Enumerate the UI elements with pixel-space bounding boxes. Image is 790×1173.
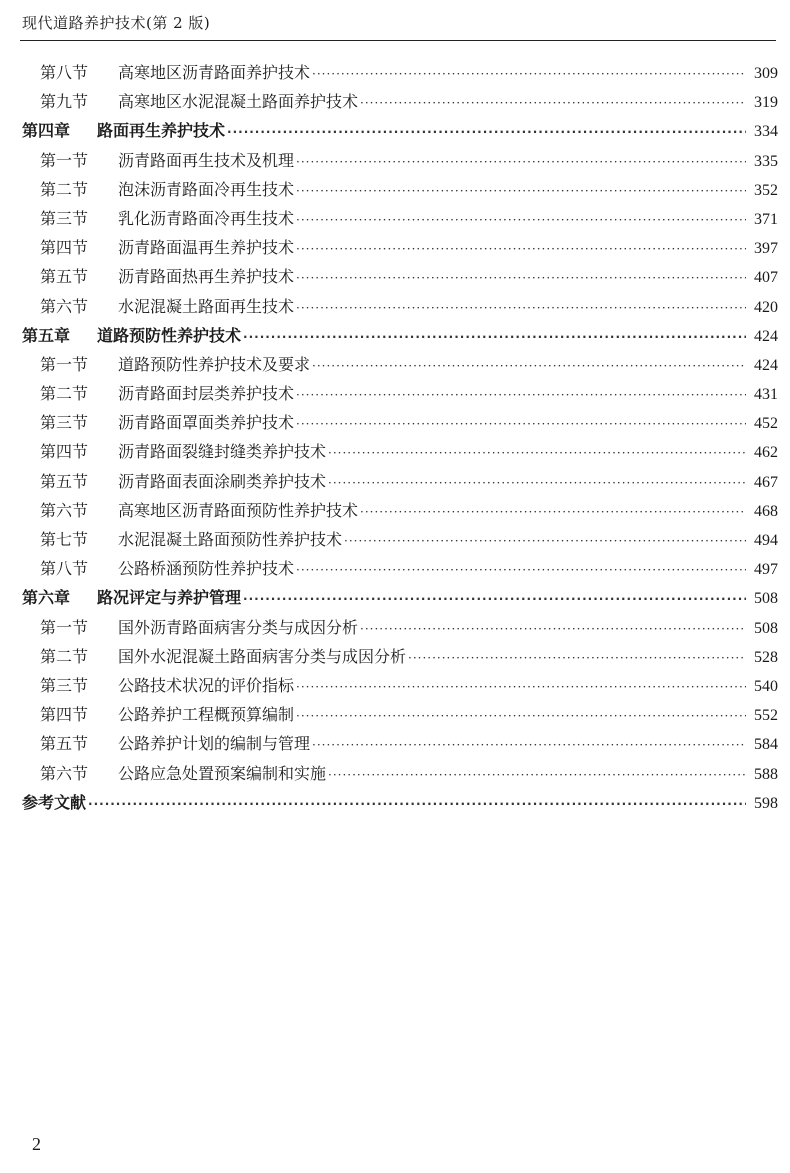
toc-entry-page: 467 xyxy=(754,473,778,491)
toc-entry-title: 泡沫沥青路面冷再生技术 xyxy=(118,179,295,199)
toc-dot-leader xyxy=(296,410,746,439)
toc-section-row[interactable] xyxy=(22,233,778,262)
toc-entry-page: 334 xyxy=(754,123,778,141)
toc-section-row[interactable] xyxy=(22,146,778,175)
toc-dot-leader xyxy=(296,264,746,293)
toc-entry-page: 424 xyxy=(754,356,778,374)
toc-dot-leader xyxy=(296,381,746,410)
toc-entry-label: 第二节 xyxy=(40,646,89,666)
toc-section-row[interactable] xyxy=(22,58,778,87)
toc-entry-page: 508 xyxy=(754,619,778,637)
toc-entry-page: 424 xyxy=(754,327,778,345)
toc-entry-label: 第一节 xyxy=(40,617,89,637)
toc-entry-label: 第六节 xyxy=(40,296,89,316)
toc-dot-leader xyxy=(360,615,746,644)
toc-dot-leader xyxy=(296,556,746,585)
toc-entry-title: 高寒地区沥青路面预防性养护技术 xyxy=(118,500,359,520)
toc-section-row[interactable] xyxy=(22,642,778,671)
toc-entry-title: 公路养护计划的编制与管理 xyxy=(118,734,311,754)
toc-entry-label: 第一节 xyxy=(40,354,89,374)
toc-entry-title: 公路应急处置预案编制和实施 xyxy=(118,763,327,783)
toc-section-row[interactable] xyxy=(22,700,778,729)
toc-entry-title: 沥青路面热再生养护技术 xyxy=(118,267,295,287)
toc-entry-page: 494 xyxy=(754,532,778,549)
toc-entry-page: 497 xyxy=(754,561,778,579)
toc-entry-label: 第五节 xyxy=(40,734,89,754)
table-of-contents xyxy=(22,58,778,817)
toc-section-row[interactable] xyxy=(22,525,778,554)
toc-dot-leader xyxy=(360,89,746,118)
toc-section-row[interactable] xyxy=(22,379,778,408)
toc-dot-leader xyxy=(312,352,746,381)
toc-dot-leader xyxy=(312,60,746,89)
toc-entry-page: 468 xyxy=(754,502,778,520)
toc-entry-page: 528 xyxy=(754,648,778,666)
toc-chapter-row[interactable] xyxy=(22,583,778,612)
toc-entry-title: 道路预防性养护技术及要求 xyxy=(118,354,311,374)
toc-entry-title: 国外沥青路面病害分类与成因分析 xyxy=(118,617,359,637)
toc-entry-title: 公路养护工程概预算编制 xyxy=(118,705,295,725)
toc-entry-page: 462 xyxy=(754,444,778,462)
toc-section-row[interactable] xyxy=(22,671,778,700)
toc-references-row[interactable] xyxy=(22,788,778,817)
toc-entry-label: 第三节 xyxy=(40,675,89,695)
toc-dot-leader xyxy=(296,673,746,702)
toc-entry-title: 公路桥涵预防性养护技术 xyxy=(118,559,295,579)
toc-entry-page: 319 xyxy=(754,94,778,112)
toc-entry-label: 第四节 xyxy=(40,442,89,462)
toc-dot-leader xyxy=(344,527,746,556)
toc-entry-title: 路面再生养护技术 xyxy=(97,121,226,141)
toc-entry-title: 沥青路面再生技术及机理 xyxy=(118,150,295,170)
toc-entry-label: 第五节 xyxy=(40,471,89,491)
toc-entry-page: 588 xyxy=(754,765,778,783)
toc-section-row[interactable] xyxy=(22,496,778,525)
toc-section-row[interactable] xyxy=(22,554,778,583)
toc-entry-label: 第三节 xyxy=(40,208,89,228)
toc-chapter-row[interactable] xyxy=(22,116,778,145)
toc-entry-label: 第三节 xyxy=(40,413,89,433)
header-rule xyxy=(20,40,776,41)
toc-entry-page: 540 xyxy=(754,677,778,695)
page-number: 2 xyxy=(32,1134,41,1154)
toc-entry-title: 乳化沥青路面冷再生技术 xyxy=(118,208,295,228)
toc-entry-page: 397 xyxy=(754,240,778,258)
toc-section-row[interactable] xyxy=(22,350,778,379)
toc-entry-page: 508 xyxy=(754,590,778,608)
toc-dot-leader xyxy=(296,702,746,731)
toc-entry-page: 584 xyxy=(754,736,778,754)
toc-entry-label: 第五章 xyxy=(22,325,71,345)
running-header: 现代道路养护技术(第 2 版) xyxy=(22,14,211,32)
toc-entry-title: 高寒地区沥青路面养护技术 xyxy=(118,63,311,82)
toc-section-row[interactable] xyxy=(22,204,778,233)
toc-dot-leader xyxy=(360,498,746,527)
toc-dot-leader xyxy=(243,323,746,352)
toc-entry-page: 452 xyxy=(754,415,778,433)
toc-entry-title: 公路技术状况的评价指标 xyxy=(118,675,295,695)
toc-entry-label: 第九节 xyxy=(40,92,89,112)
toc-dot-leader xyxy=(328,469,746,498)
toc-section-row[interactable] xyxy=(22,262,778,291)
toc-dot-leader xyxy=(296,235,746,264)
toc-dot-leader xyxy=(408,644,746,673)
toc-entry-title: 参考文献 xyxy=(22,792,87,812)
toc-entry-label: 第六节 xyxy=(40,763,89,783)
toc-dot-leader xyxy=(296,148,746,177)
toc-entry-title: 沥青路面罩面类养护技术 xyxy=(118,413,295,433)
toc-section-row[interactable] xyxy=(22,613,778,642)
toc-entry-title: 国外水泥混凝土路面病害分类与成因分析 xyxy=(118,646,407,666)
toc-entry-title: 路况评定与养护管理 xyxy=(97,588,242,608)
toc-entry-label: 第八节 xyxy=(40,559,89,579)
toc-entry-label: 第一节 xyxy=(40,150,89,170)
toc-entry-title: 水泥混凝土路面预防性养护技术 xyxy=(118,530,343,549)
toc-entry-label: 第二节 xyxy=(40,384,89,404)
toc-entry-page: 431 xyxy=(754,386,778,404)
toc-entry-page: 407 xyxy=(754,269,778,287)
toc-entry-label: 第六节 xyxy=(40,500,89,520)
toc-chapter-row[interactable] xyxy=(22,321,778,350)
toc-entry-label: 第四节 xyxy=(40,705,89,725)
toc-entry-label: 第四章 xyxy=(22,121,71,141)
toc-dot-leader xyxy=(328,761,746,790)
toc-entry-label: 第五节 xyxy=(40,267,89,287)
toc-dot-leader xyxy=(296,177,746,206)
toc-dot-leader xyxy=(312,731,746,760)
toc-entry-title: 沥青路面温再生养护技术 xyxy=(118,238,295,258)
toc-dot-leader xyxy=(328,439,746,468)
toc-dot-leader xyxy=(227,118,746,147)
toc-entry-title: 高寒地区水泥混凝土路面养护技术 xyxy=(118,92,359,112)
toc-entry-label: 第七节 xyxy=(40,530,89,549)
toc-dot-leader xyxy=(296,294,746,323)
toc-entry-title: 沥青路面裂缝封缝类养护技术 xyxy=(118,442,327,462)
toc-entry-page: 371 xyxy=(754,210,778,228)
toc-section-row[interactable] xyxy=(22,87,778,116)
toc-entry-page: 420 xyxy=(754,298,778,316)
toc-section-row[interactable] xyxy=(22,292,778,321)
toc-entry-page: 598 xyxy=(754,794,778,812)
toc-entry-label: 第六章 xyxy=(22,588,71,608)
toc-section-row[interactable] xyxy=(22,759,778,788)
toc-entry-label: 第四节 xyxy=(40,238,89,258)
toc-section-row[interactable] xyxy=(22,408,778,437)
toc-entry-title: 沥青路面封层类养护技术 xyxy=(118,384,295,404)
toc-entry-title: 沥青路面表面涂刷类养护技术 xyxy=(118,471,327,491)
toc-entry-page: 309 xyxy=(754,65,778,82)
toc-dot-leader xyxy=(88,790,746,819)
toc-entry-label: 第八节 xyxy=(40,63,89,82)
toc-entry-page: 352 xyxy=(754,181,778,199)
toc-entry-page: 552 xyxy=(754,707,778,725)
toc-dot-leader xyxy=(296,206,746,235)
toc-entry-label: 第二节 xyxy=(40,179,89,199)
toc-entry-page: 335 xyxy=(754,152,778,170)
toc-section-row[interactable] xyxy=(22,467,778,496)
toc-entry-title: 道路预防性养护技术 xyxy=(97,325,242,345)
toc-dot-leader xyxy=(243,585,746,614)
toc-section-row[interactable] xyxy=(22,437,778,466)
toc-section-row[interactable] xyxy=(22,729,778,758)
toc-entry-title: 水泥混凝土路面再生技术 xyxy=(118,296,295,316)
toc-section-row[interactable] xyxy=(22,175,778,204)
